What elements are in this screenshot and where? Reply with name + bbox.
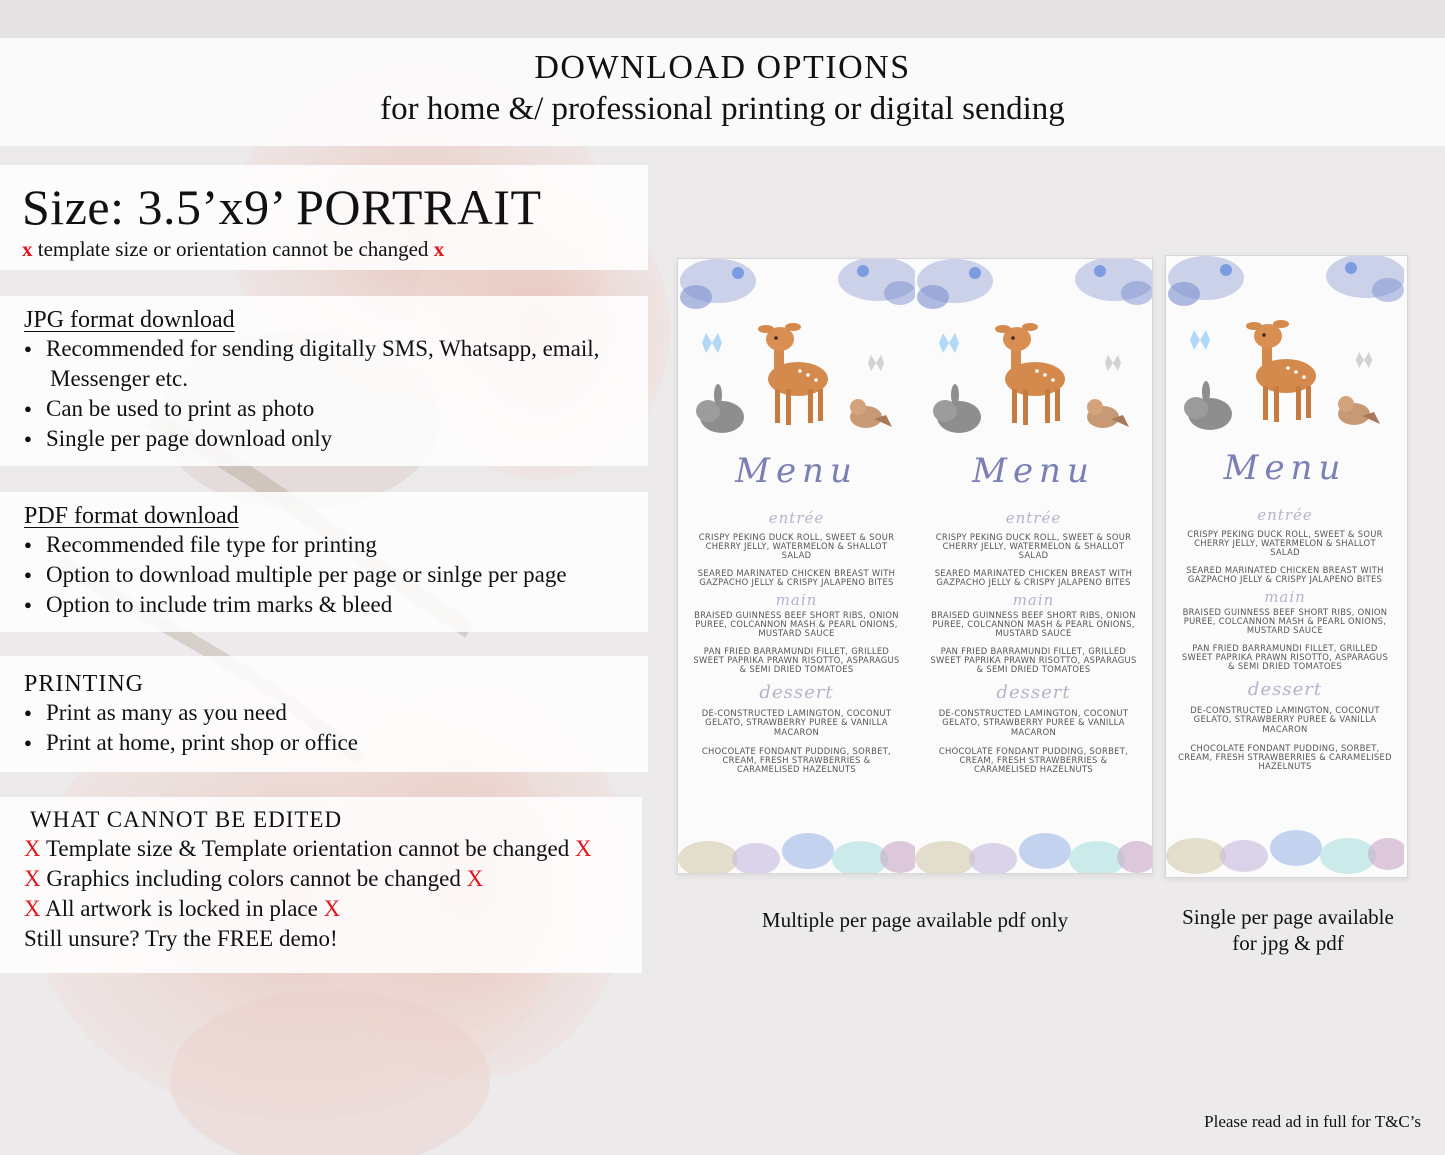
caption-single-line: for jpg & pdf [1232,931,1344,955]
page-title: DOWNLOAD OPTIONS [534,49,911,86]
menu-card [1166,256,1404,877]
jpg-panel [0,296,648,466]
x-mark-icon: X [466,866,484,891]
menu-dish: CRISPY PEKING DUCK ROLL, SWEET & SOUR CHERRY JELLY, WATERMELON & SHALLOT SALAD [1187,529,1383,558]
list-item-text: All artwork is locked in place [45,896,318,921]
terms-footnote: Please read ad in full for T&C’s [1204,1112,1421,1131]
list-item: ● Recommended file type for printing [24,530,648,560]
menu-dish: DE-CONSTRUCTED LAMINGTON, COCONUT GELATO, STRAWBERRY PUREE & VANILLA MACARON [701,708,892,737]
menu-dish: DE-CONSTRUCTED LAMINGTON, COCONUT GELATO, STRAWBERRY PUREE & VANILLA MACARON [1190,705,1380,734]
menu-dish: BRAISED GUINNESS BEEF SHORT RIBS, ONION PUREE, COLCANNON MASH & PEARL ONIONS, MUSTARD SAUCE [931,610,1136,639]
list-item: ● Print as many as you need [24,698,648,728]
dessert-label: dessert [996,682,1071,704]
x-mark-icon: X [24,896,41,921]
list-item: ● Can be used to print as photo [24,394,648,424]
menu-dish: CHOCOLATE FONDANT PUDDING, SORBET, CREAM, FRESH STRAWBERRIES & CARAMELISED HAZELNUTS [1178,742,1392,772]
pdf-title: PDF format download [24,503,239,529]
caption-single [1160,904,1416,956]
menu-card [678,259,915,873]
list-item: ● Option to include trim marks & bleed [24,590,648,620]
list-item [24,894,642,924]
menu-dish: DE-CONSTRUCTED LAMINGTON, COCONUT GELATO, STRAWBERRY PUREE & VANILLA MACARON [938,708,1129,737]
dessert-label: dessert [759,682,834,704]
menu-dish: PAN FRIED BARRAMUNDI FILLET, GRILLED SWEET PAPRIKA PRAWN RISOTTO, ASPARAGUS & SEMI DRIED TOMATOES [1181,642,1389,672]
entree-label: entrée [1257,506,1313,524]
menu-dish: SEARED MARINATED CHICKEN BREAST WITH GAZPACHO JELLY & CRISPY JALAPENO BITES [697,567,896,587]
not-editable-title: WHAT CANNOT BE EDITED [30,807,343,832]
main-label: main [1012,591,1055,610]
x-mark-icon: X [574,836,592,861]
list-item [24,864,642,894]
page-subtitle: for home &/ professional printing or digital sending [380,91,1065,127]
menu-heading: Menu [972,451,1095,491]
list-item-text: Template size & Template orientation cannot be changed [45,836,570,861]
list-item [24,834,642,864]
menu-heading: Menu [1223,448,1347,488]
menu-dish: BRAISED GUINNESS BEEF SHORT RIBS, ONION PUREE, COLCANNON MASH & PEARL ONIONS, MUSTARD SAUCE [1182,607,1388,636]
caption-multiple: Multiple per page available pdf only [761,908,1069,932]
x-mark-icon: X [323,896,341,921]
menu-body [1166,506,1404,771]
x-mark-icon: X [24,836,41,861]
size-panel [0,165,648,270]
x-mark-icon: x [433,237,445,261]
menu-body [678,509,915,774]
menu-dish: BRAISED GUINNESS BEEF SHORT RIBS, ONION PUREE, COLCANNON MASH & PEARL ONIONS, MUSTARD SAUCE [694,610,899,639]
list-item: ● Single per page download only [24,424,648,454]
list-item-text: Graphics including colors cannot be changed [46,866,461,891]
demo-note: Still unsure? Try the FREE demo! [24,926,338,951]
menu-dish: CRISPY PEKING DUCK ROLL, SWEET & SOUR CHERRY JELLY, WATERMELON & SHALLOT SALAD [698,532,895,561]
menu-dish: CRISPY PEKING DUCK ROLL, SWEET & SOUR CHERRY JELLY, WATERMELON & SHALLOT SALAD [935,532,1132,561]
jpg-title: JPG format download [24,307,235,333]
menu-card [915,259,1152,873]
list-item: ● Recommended for sending digitally SMS, Whatsapp, email, [24,334,648,364]
x-mark-icon: X [24,866,41,891]
entree-label: entrée [768,509,825,527]
list-item: ● Print at home, print shop or office [24,728,648,758]
not-editable-panel [0,797,642,973]
menu-dish: PAN FRIED BARRAMUNDI FILLET, GRILLED SWEET PAPRIKA PRAWN RISOTTO, ASPARAGUS & SEMI DRIED TOMATOES [930,645,1137,675]
dessert-label: dessert [1247,679,1323,701]
menu-dish: CHOCOLATE FONDANT PUDDING, SORBET, CREAM, FRESH STRAWBERRIES & CARAMELISED HAZELNUTS [701,745,892,775]
pdf-panel [0,492,648,632]
main-label: main [1264,588,1306,607]
menu-dish: SEARED MARINATED CHICKEN BREAST WITH GAZPACHO JELLY & CRISPY JALAPENO BITES [934,567,1133,587]
main-label: main [775,591,818,610]
printing-title: PRINTING [24,671,144,697]
menu-dish: SEARED MARINATED CHICKEN BREAST WITH GAZPACHO JELLY & CRISPY JALAPENO BITES [1186,564,1384,584]
list-item: ● Option to download multiple per page or sinlge per page [24,560,648,590]
header-banner [0,38,1445,146]
entree-label: entrée [1005,509,1062,527]
menu-dish: CHOCOLATE FONDANT PUDDING, SORBET, CREAM, FRESH STRAWBERRIES & CARAMELISED HAZELNUTS [938,745,1129,775]
size-note-text: template size or orientation cannot be changed [37,237,429,261]
size-title: Size: 3.5’x9’ PORTRAIT [22,179,542,235]
list-item-continuation: Messenger etc. [50,366,188,391]
x-mark-icon: x [22,237,33,261]
menu-body [915,509,1152,774]
caption-single-line: Single per page available [1182,905,1394,929]
menu-preview-single [1165,255,1408,878]
menu-preview-multiple [677,258,1153,874]
size-note [22,237,648,261]
menu-heading: Menu [735,451,858,491]
printing-panel [0,656,648,772]
menu-dish: PAN FRIED BARRAMUNDI FILLET, GRILLED SWEET PAPRIKA PRAWN RISOTTO, ASPARAGUS & SEMI DRIED TOMATOES [693,645,900,675]
